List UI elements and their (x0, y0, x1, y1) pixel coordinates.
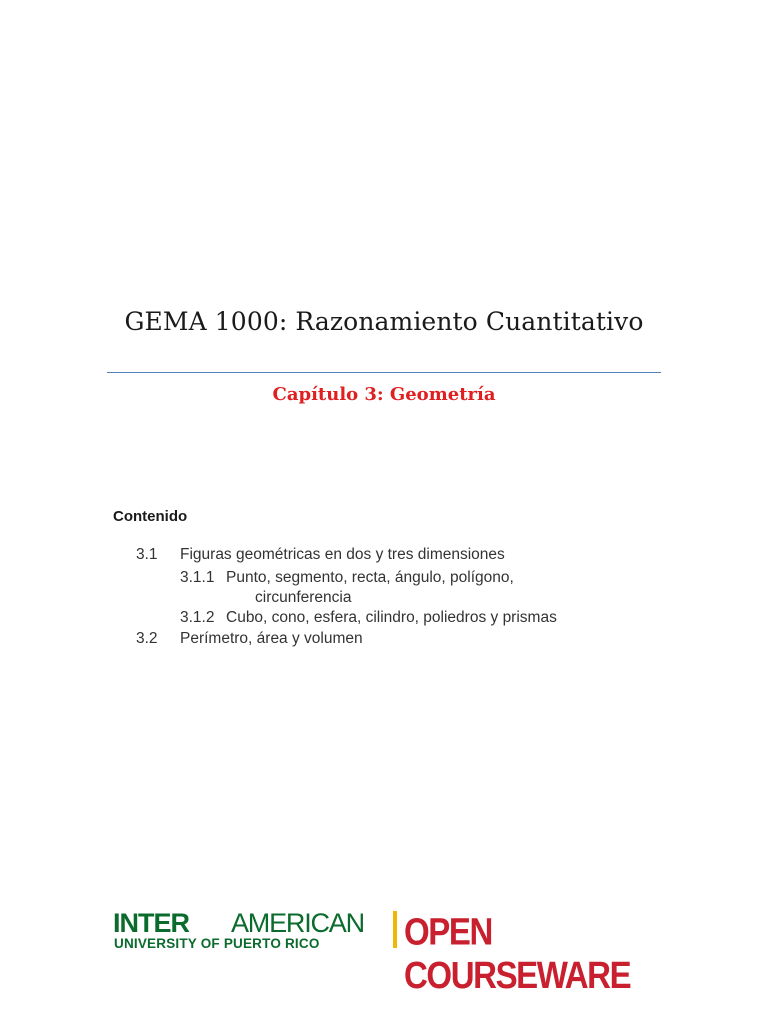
chapter-title: Capítulo 3: Geometría (272, 384, 496, 405)
title-divider (107, 372, 661, 373)
toc-entry-number: 3.1.1 (180, 569, 215, 586)
toc-entry-text: Punto, segmento, recta, ángulo, polígono, (226, 569, 514, 586)
document-title: GEMA 1000: Razonamiento Cuantitativo (124, 307, 644, 336)
toc-entry-number: 3.1 (136, 546, 158, 563)
inter-american-ocw-logo (113, 908, 658, 997)
toc-entry-text: Figuras geométricas en dos y tres dimensiones (180, 546, 505, 563)
logo-open-courseware: OPEN COURSEWARE (404, 910, 631, 997)
logo-american: AMERICAN (231, 908, 364, 938)
logo-university: UNIVERSITY OF PUERTO RICO (114, 936, 320, 951)
toc-entry-text: Cubo, cono, esfera, cilindro, poliedros y prismas (226, 609, 557, 626)
toc-entry-number: 3.2 (136, 630, 158, 647)
toc-entry-text: circunferencia (255, 589, 352, 606)
logo-divider (393, 911, 397, 948)
toc-entry-text: Perímetro, área y volumen (180, 630, 363, 647)
logo-inter: INTER (113, 908, 189, 938)
toc-entry-number: 3.1.2 (180, 609, 215, 626)
toc-heading: Contenido (113, 508, 188, 525)
